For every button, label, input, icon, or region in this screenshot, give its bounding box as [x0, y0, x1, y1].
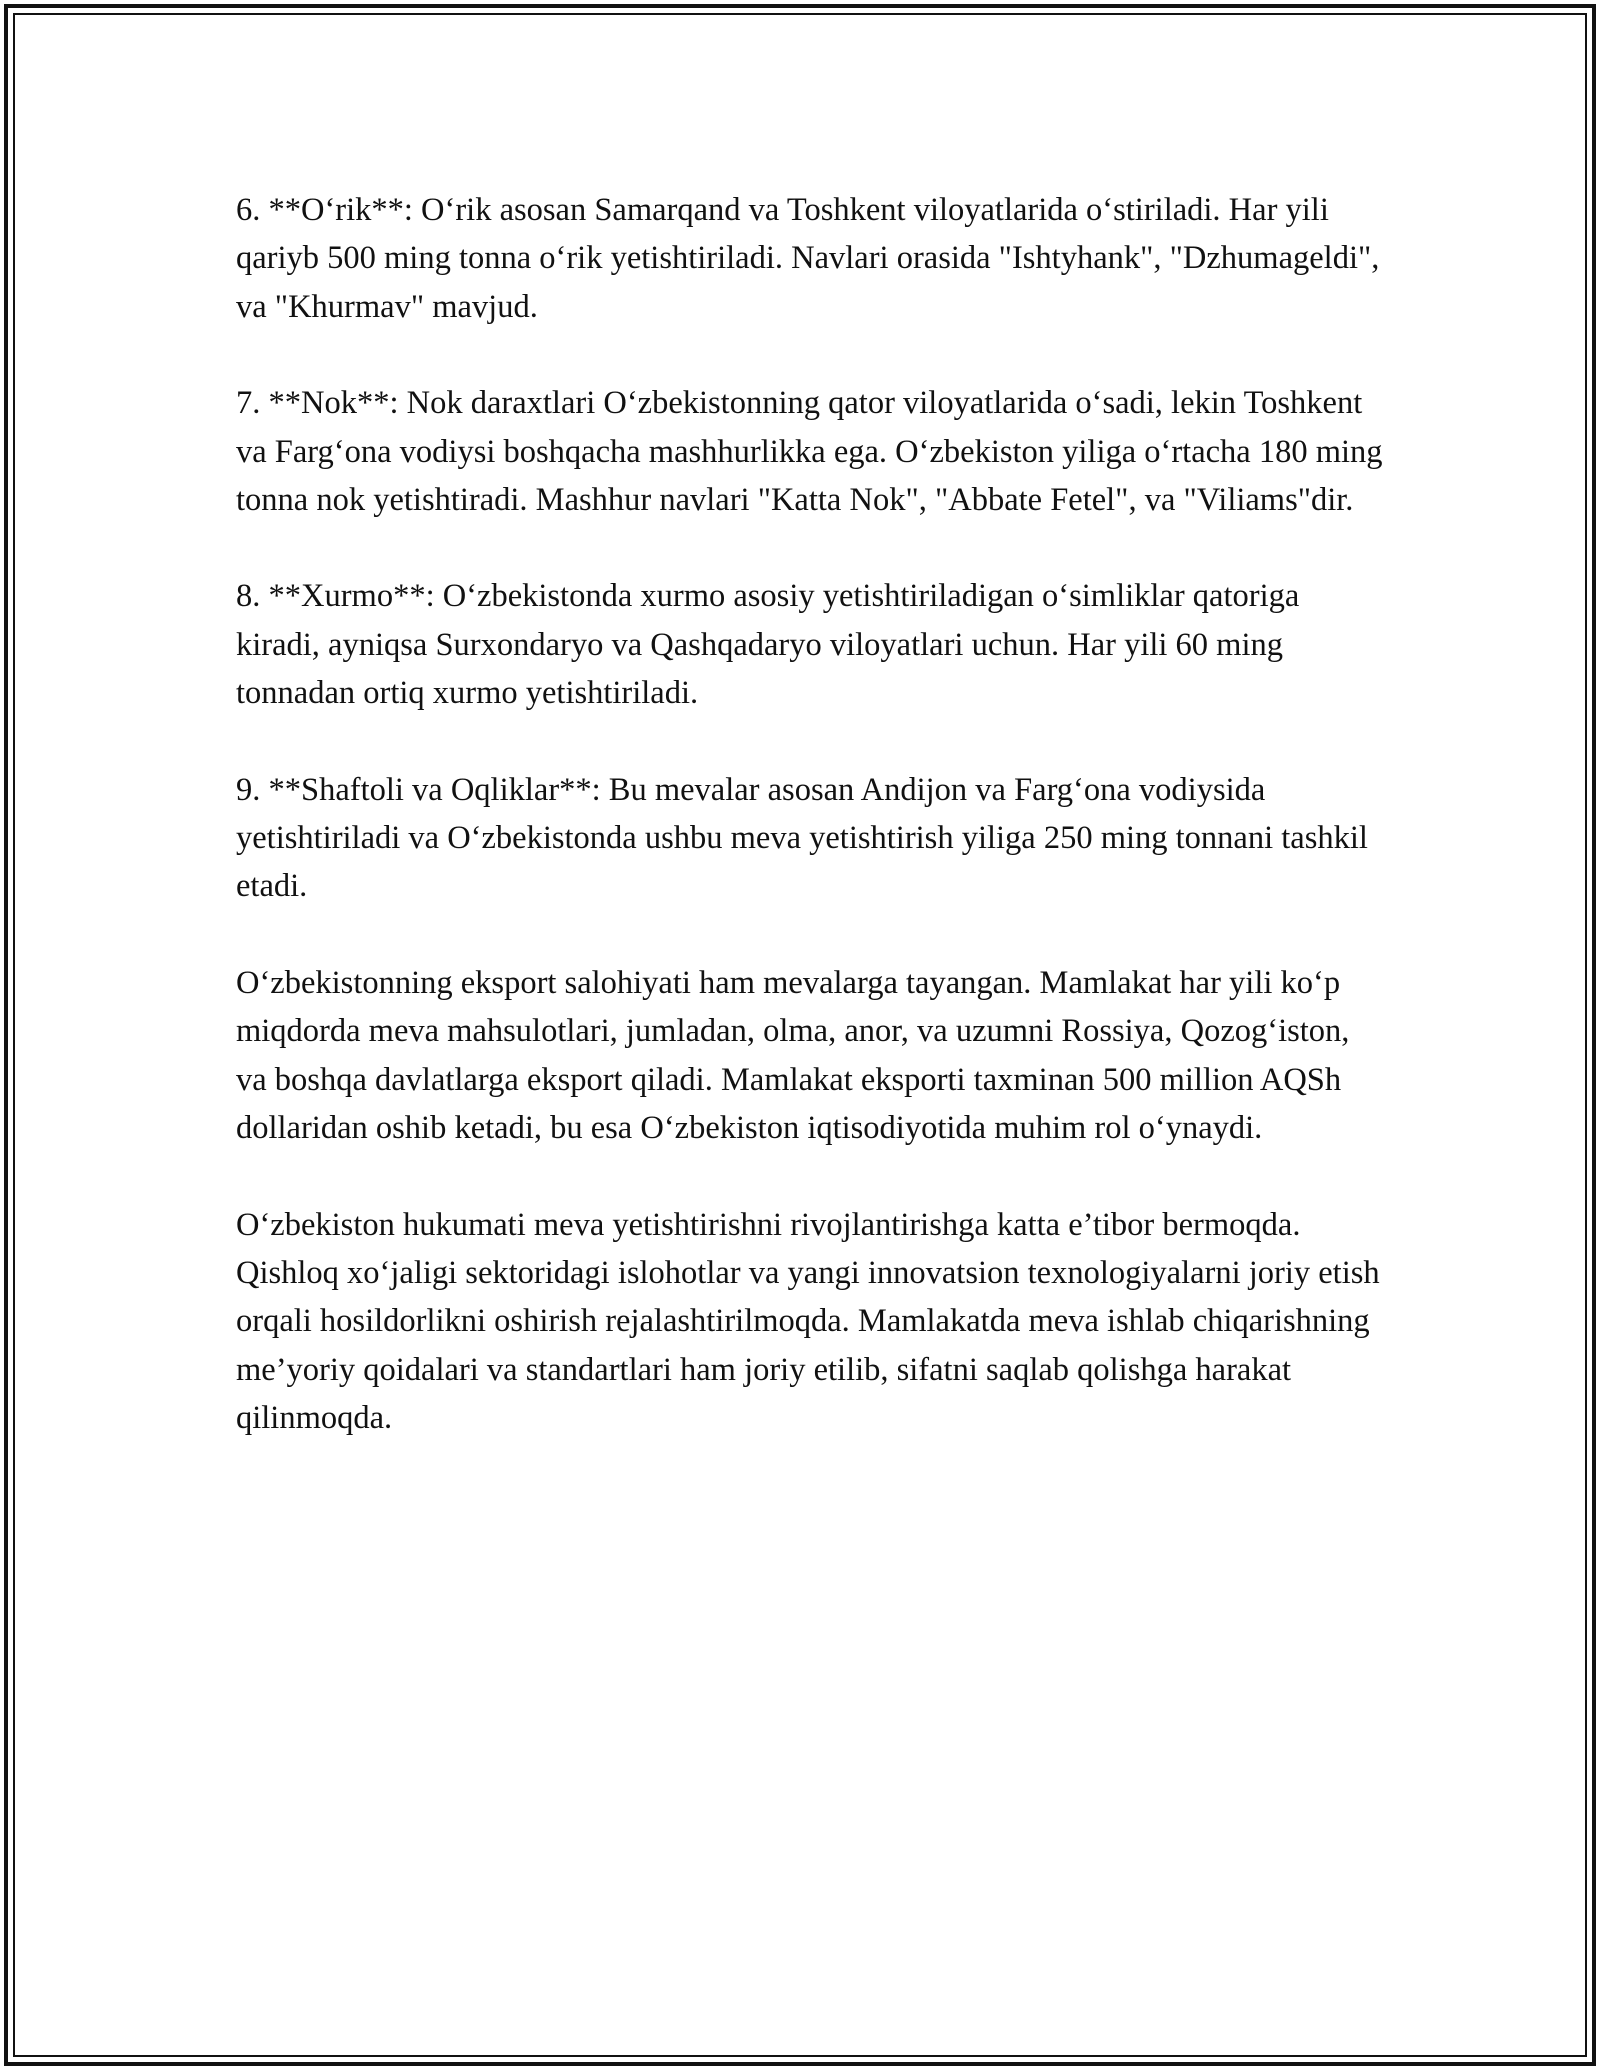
paragraph-xurmo: 8. **Xurmo**: O‘zbekistonda xurmo asosiy yetishtiriladigan o‘simliklar qatoriga kiradi, ayniqsa Surxondaryo va Qashqadaryo viloyatlari uchun. Har yili 60 ming tonnadan ortiq xurmo yetishtiriladi. — [236, 578, 1300, 712]
paragraph-export: O‘zbekistonning eksport salohiyati ham mevalarga tayangan. Mamlakat har yili ko‘p miqdorda meva mahsulotlari, jumladan, olma, anor, va uzumni Rossiya, Qozog‘iston, va boshqa davlatlarga eksport qiladi. Mamlakat eksporti taxminan 500 million AQSh dollaridan oshib ketadi, bu esa O‘zbekiston iqtisodiyotida muhim rol o‘ynaydi. — [236, 964, 1350, 1147]
paragraph-shaftoli: 9. **Shaftoli va Oqliklar**: Bu mevalar asosan Andijon va Farg‘ona vodiysida yetishtiriladi va O‘zbekistonda ushbu meva yetishtirish yiliga 250 ming tonnani tashkil etadi. — [236, 771, 1368, 905]
paragraph-government: O‘zbekiston hukumati meva yetishtirishni rivojlantirishga katta e’tibor bermoqda. Qishloq xo‘jaligi sektoridagi islohotlar va yangi innovatsion texnologiyalarni joriy etish orqali hosildorlikni oshirish rejalashtirilmoqda. Mamlakatda meva ishlab chiqarishning me’yoriy qoidalari va standartlari ham joriy etilib, sifatni saqlab qolishga harakat qilinmoqda. — [236, 1206, 1380, 1437]
paragraph-nok: 7. **Nok**: Nok daraxtlari O‘zbekistonning qator viloyatlarida o‘sadi, lekin Toshkent va Farg‘ona vodiysi boshqacha mashhurlikka ega. O‘zbekiston yiliga o‘rtacha 180 ming tonna nok yetishtiradi. Mashhur navlari "Katta Nok", "Abbate Fetel", va "Viliams"dir. — [236, 385, 1383, 519]
paragraph-orik: 6. **O‘rik**: O‘rik asosan Samarqand va Toshkent viloyatlarida o‘stiriladi. Har yili qariyb 500 ming tonna o‘rik yetishtiriladi. Navlari orasida "Ishtyhank", "Dzhumageldi", va "Khurmav" mavjud. — [236, 192, 1380, 325]
document-body — [236, 186, 1386, 1491]
